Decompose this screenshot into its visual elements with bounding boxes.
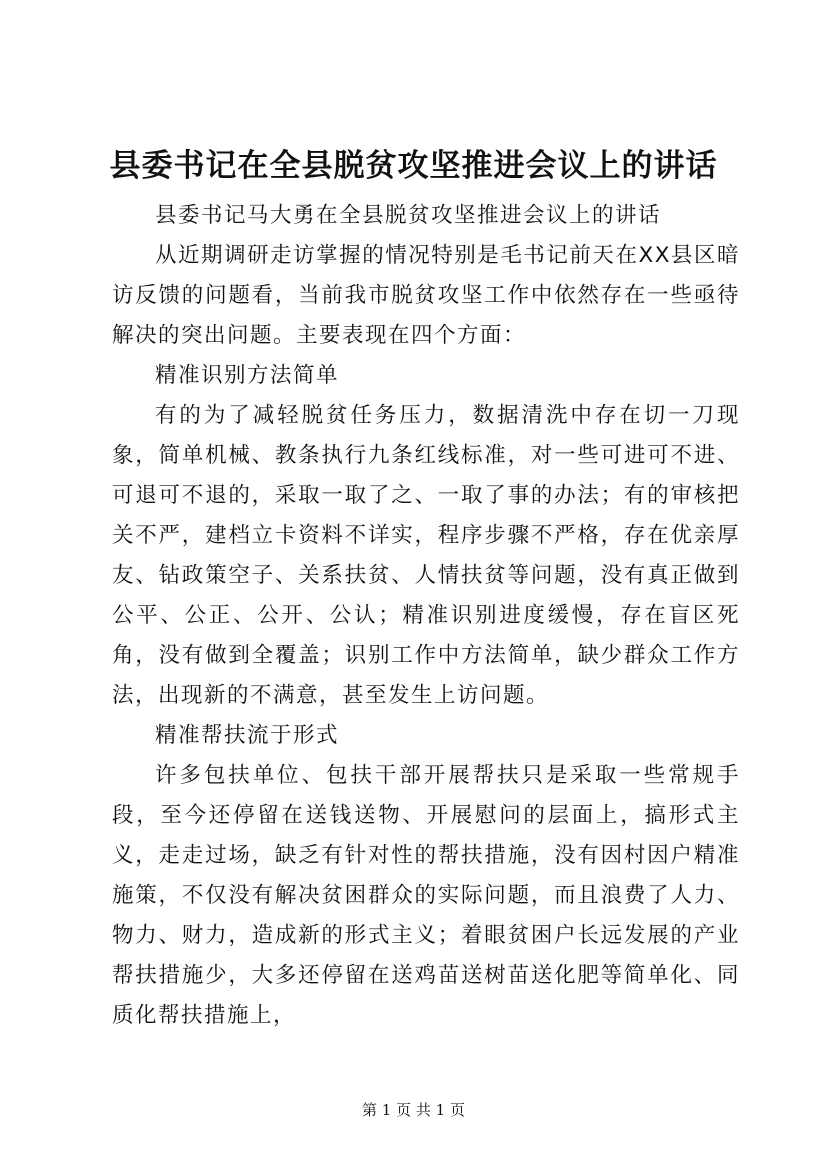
- body-paragraph-subtitle: 县委书记马大勇在全县脱贫攻坚推进会议上的讲话: [155, 203, 662, 228]
- page-number-footer: 第 1 页 共 1 页: [362, 1101, 465, 1119]
- document-title: 县委书记在全县脱贫攻坚推进会议上的讲话: [109, 148, 718, 184]
- section-heading-identification: 精准识别方法简单: [155, 363, 340, 388]
- section-heading-assistance: 精准帮扶流于形式: [155, 723, 340, 748]
- body-paragraph-intro: 从近期调研走访掌握的情况特别是毛书记前天在XX县区暗访反馈的问题看，当前我市脱贫攻坚工作中依然存在一些亟待解决的突出问题。主要表现在四个方面：: [112, 243, 740, 348]
- body-paragraph-assistance: 许多包扶单位、包扶干部开展帮扶只是采取一些常规手段，至今还停留在送钱送物、开展慰问的层面上，搞形式主义，走走过场，缺乏有针对性的帮扶措施，没有因村因户精准施策，不仅没有解决贫困群众的实际问题，而且浪费了人力、物力、财力，造成新的形式主义；着眼贫困户长远发展的产业帮扶措施少，大多还停留在送鸡苗送树苗送化肥等简单化、同质化帮扶措施上，: [112, 763, 740, 1028]
- body-paragraph-identification: 有的为了减轻脱贫任务压力，数据清洗中存在切一刀现象，简单机械、教条执行九条红线标准，对一些可进可不进、可退可不退的，采取一取了之、一取了事的办法；有的审核把关不严，建档立卡资料不详实，程序步骤不严格，存在优亲厚友、钻政策空子、关系扶贫、人情扶贫等问题，没有真正做到公平、公正、公开、公认；精准识别进度缓慢，存在盲区死角，没有做到全覆盖；识别工作中方法简单，缺少群众工作方法，出现新的不满意，甚至发生上访问题。: [112, 403, 740, 708]
- document-body: [112, 196, 740, 1036]
